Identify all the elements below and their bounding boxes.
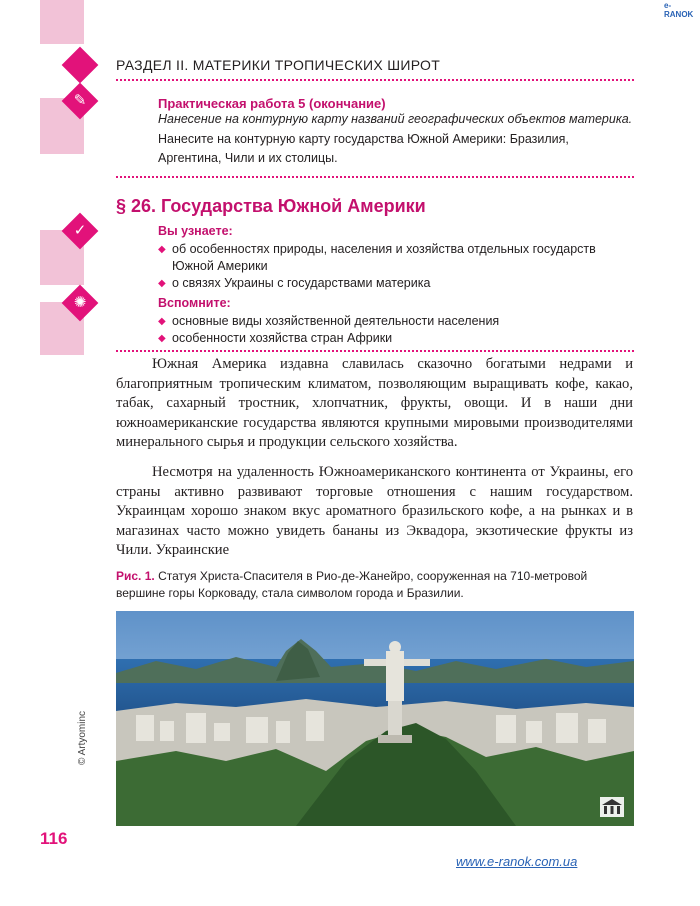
practical-divider	[116, 176, 634, 178]
photo-credit: © Artyominc	[77, 710, 88, 765]
checkmark-icon: ✓	[73, 222, 87, 239]
practical-work-task: Нанесите на контурную карту государства Южной Америки: Бразилия, Аргентина, Чили и их столицы.	[158, 132, 569, 165]
learn-title: Вы узнаете:	[158, 224, 233, 238]
website-link[interactable]: www.e-ranok.com.ua	[456, 854, 578, 869]
lightbulb-icon: ✺	[73, 294, 87, 311]
publisher-logo: e-RANOK	[664, 1, 694, 19]
rio-photo-illustration	[116, 611, 634, 826]
list-item: ◆ о связях Украины с государствами материка	[158, 276, 431, 290]
figure-caption	[116, 568, 636, 602]
body-paragraph-1: Южная Америка издавна славилась сказочно богатыми недрами и благоприятным тропическим климатом, позволяющим выращивать кофе, какао, табак, сахарный тростник, хлопчатник, фрукты, овощи. И в наши дни южноамериканские государства являются крупными мировыми производителями минерального сырья и продукции сельского хозяйства.	[116, 356, 633, 451]
practical-work-subtitle: Нанесение на контурную карту названий географических объектов материка.	[158, 112, 633, 126]
list-item: ◆ об особенностях природы, населения и хозяйства отдельных государств Южной Америки	[158, 242, 596, 273]
body-paragraph-2: Несмотря на удаленность Южноамериканского континента от Украины, его страны активно развивают торговые отношения с нашим государством. Украинцам хорошо знаком вкус ароматного бразильского кофе, а на рынках и в магазинах часто можно увидеть бананы из Эквадора, экзотические фрукты из Чили. Украинские	[116, 464, 633, 559]
intro-divider	[116, 350, 634, 352]
bullet-icon: ◆	[158, 244, 166, 255]
pencil-icon: ✎	[73, 92, 87, 109]
page-number: 116	[40, 829, 68, 848]
header-marker-icon	[62, 47, 99, 84]
figure-photo	[116, 611, 634, 826]
list-item: ◆ основные виды хозяйственной деятельности населения	[158, 314, 500, 328]
recall-title: Вспомните:	[158, 296, 231, 310]
figure-label: Рис. 1.	[116, 569, 155, 583]
bullet-icon: ◆	[158, 333, 166, 344]
header-divider	[116, 79, 634, 81]
paragraph-title: § 26. Государства Южной Америки	[116, 196, 426, 216]
bullet-icon: ◆	[158, 316, 166, 327]
bullet-icon: ◆	[158, 278, 166, 289]
section-header: РАЗДЕЛ II. МАТЕРИКИ ТРОПИЧЕСКИХ ШИРОТ	[116, 57, 441, 73]
figure-caption-text: Статуя Христа-Спасителя в Рио-де-Жанейро, сооруженная на 710-метровой вершине горы Корковаду, стала символом города и Бразилии.	[116, 569, 588, 600]
practical-work-title: Практическая работа 5 (окончание)	[158, 96, 386, 111]
learn-list	[158, 241, 634, 292]
side-tab-top	[40, 0, 84, 44]
recall-list	[158, 313, 634, 347]
list-item: ◆ особенности хозяйства стран Африки	[158, 331, 393, 345]
